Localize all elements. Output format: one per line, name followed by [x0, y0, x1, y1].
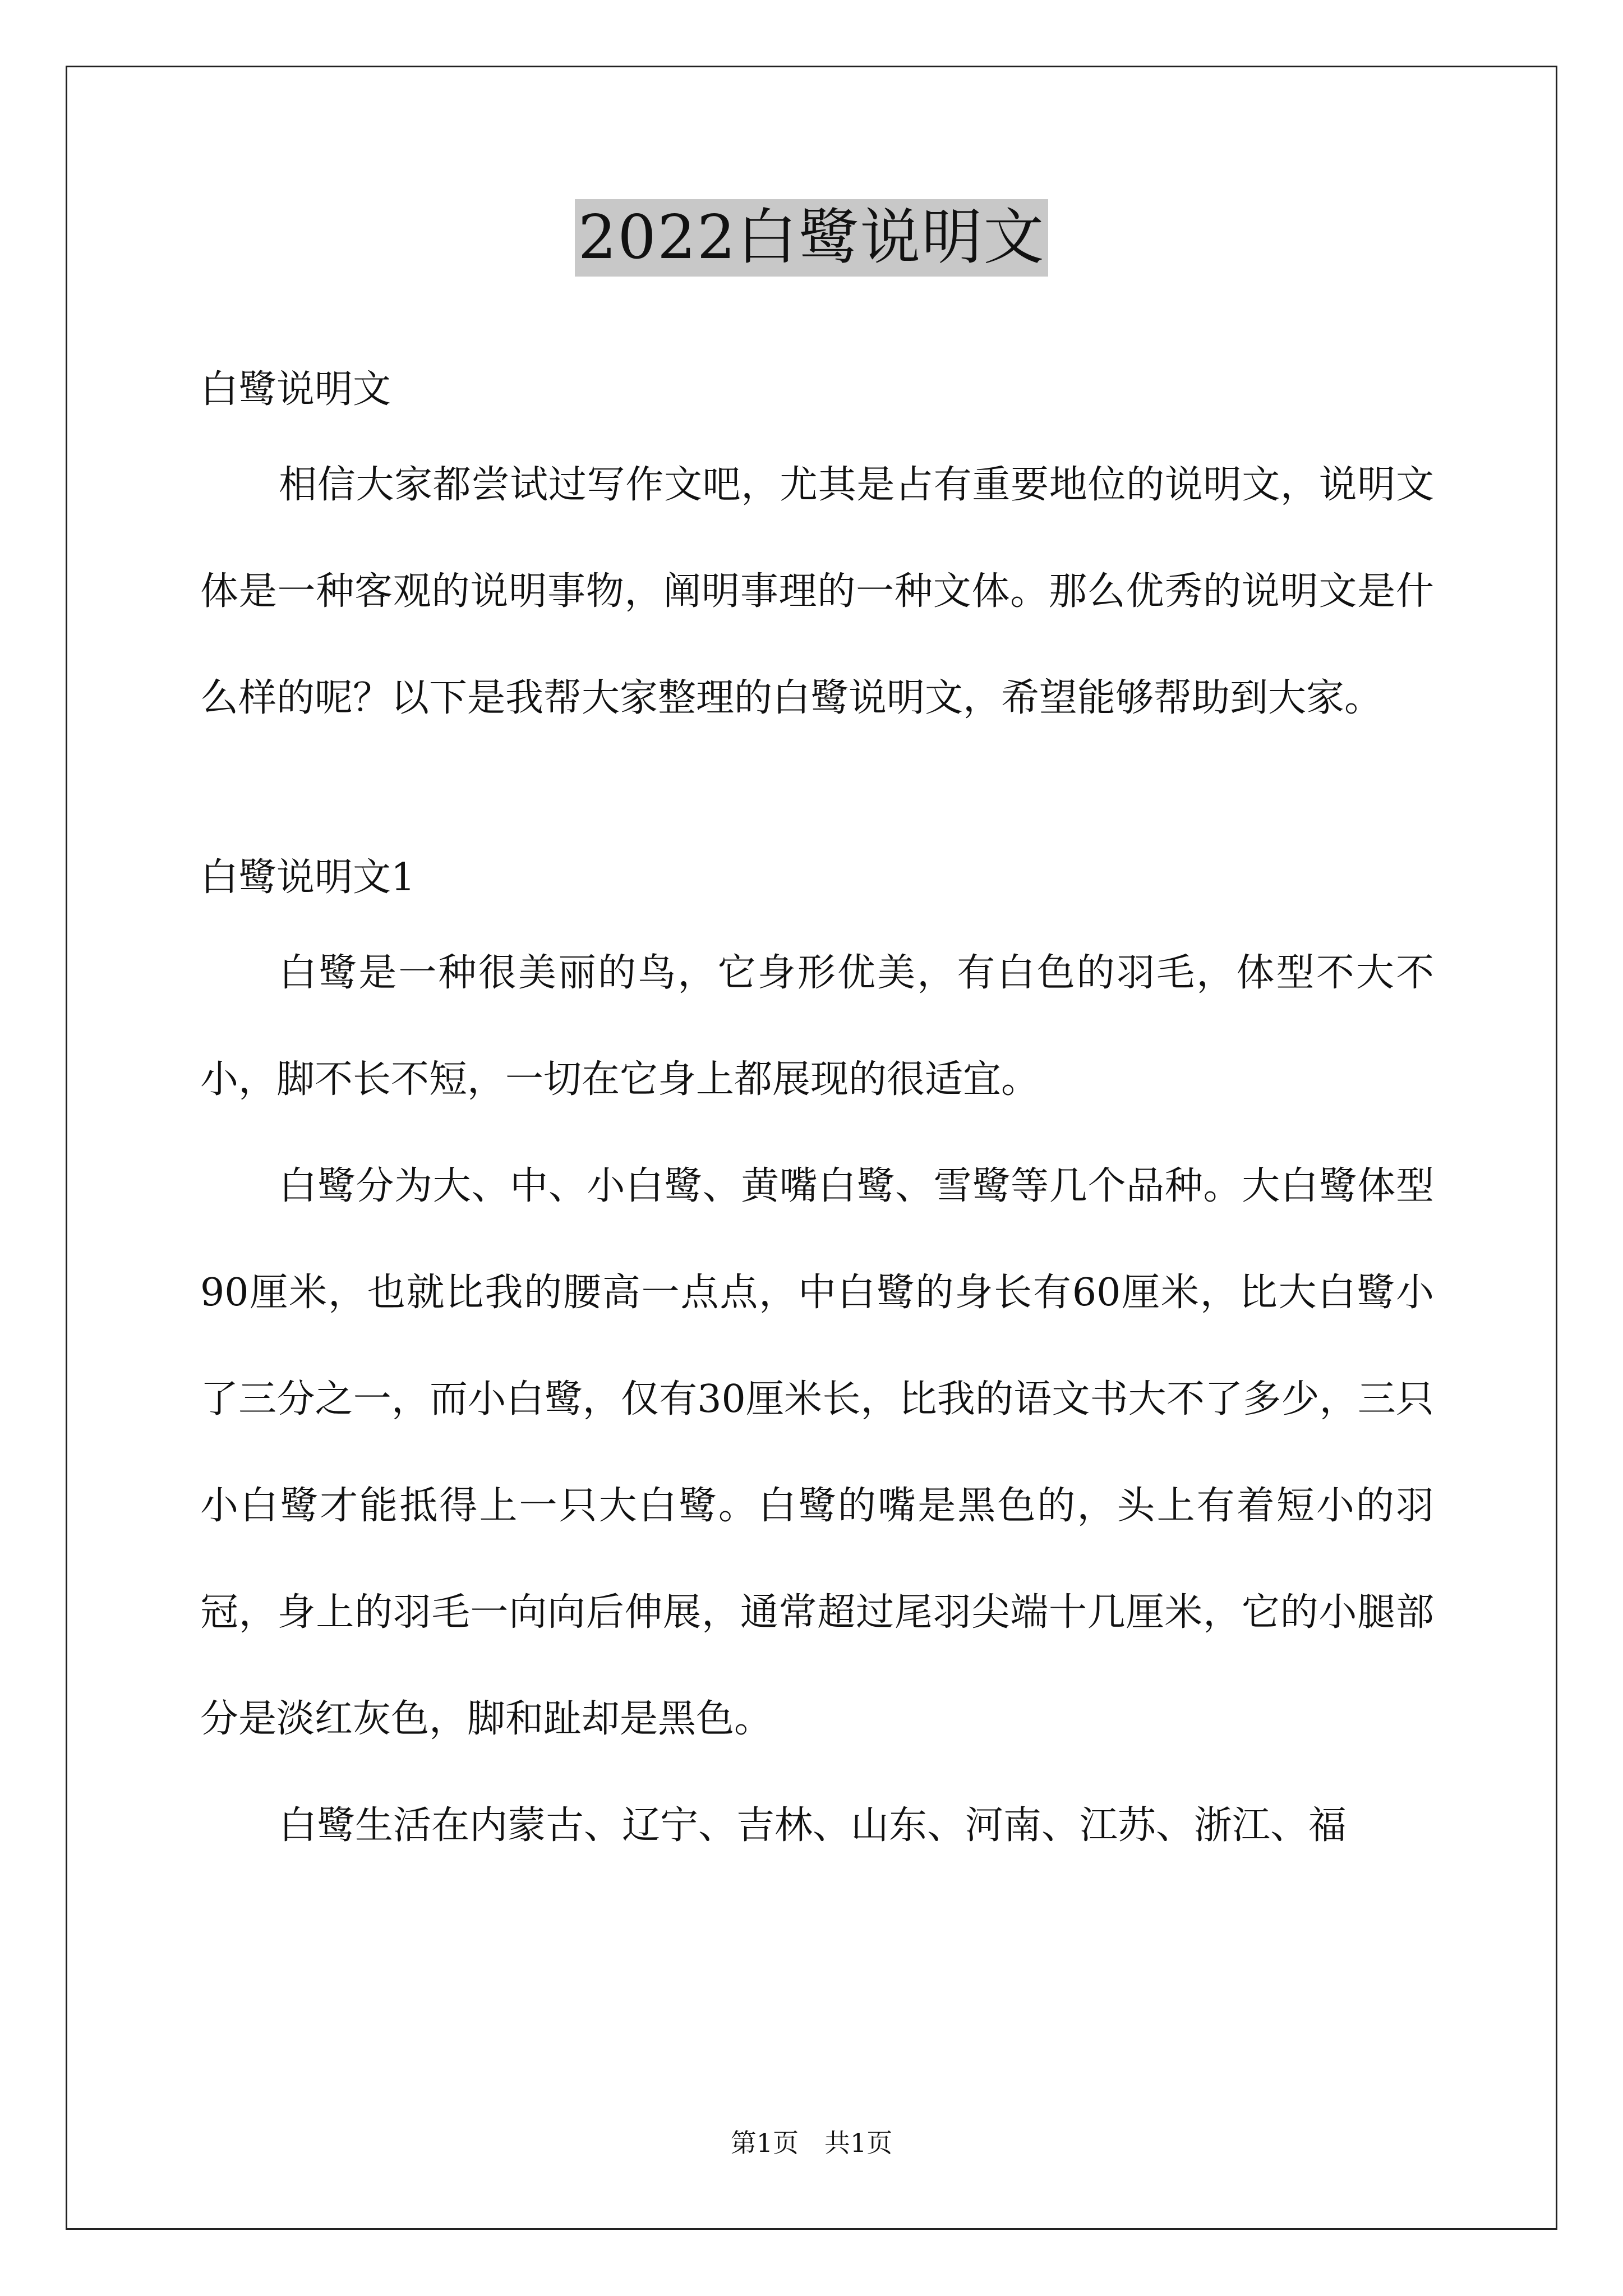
body-paragraph: 白鹭生活在内蒙古、辽宁、吉林、山东、河南、江苏、浙江、福	[279, 1803, 1347, 1848]
page-footer: 第1页 共1页	[730, 2128, 893, 2158]
intro-paragraph: 相信大家都尝试过写作文吧，尤其是占有重要地位的说明文，说明文体是一种客观的说明事物，阐明事理的一种文体。那么优秀的说明文是什么样的呢？以下是我帮大家整理的白鹭说明文，希望能够帮助到大家。	[200, 463, 1434, 720]
body-paragraph: 白鹭分为大、中、小白鹭、黄嘴白鹭、雪鹭等几个品种。大白鹭体型90厘米，也就比我的腰高一点点，中白鹭的身长有60厘米，比大白鹭小了三分之一，而小白鹭，仅有30厘米长，比我的语文书大不了多少，三只小白鹭才能抵得上一只大白鹭。白鹭的嘴是黑色的，头上有着短小的羽冠，身上的羽毛一向向后伸展，通常超过尾羽尖端十几厘米，它的小腿部分是淡红灰色，脚和趾却是黑色。	[200, 1164, 1434, 1741]
document-body	[200, 348, 1434, 1879]
section-spacer	[200, 752, 1434, 836]
title-container	[0, 199, 1623, 277]
body-paragraph: 白鹭是一种很美丽的鸟，它身形优美，有白色的羽毛，体型不大不小，脚不长不短，一切在它身上都展现的很适宜。	[200, 951, 1434, 1102]
document-title: 2022白鹭说明文	[575, 199, 1049, 277]
subtitle: 白鹭说明文	[200, 367, 391, 412]
section-heading: 白鹭说明文1	[200, 855, 416, 900]
